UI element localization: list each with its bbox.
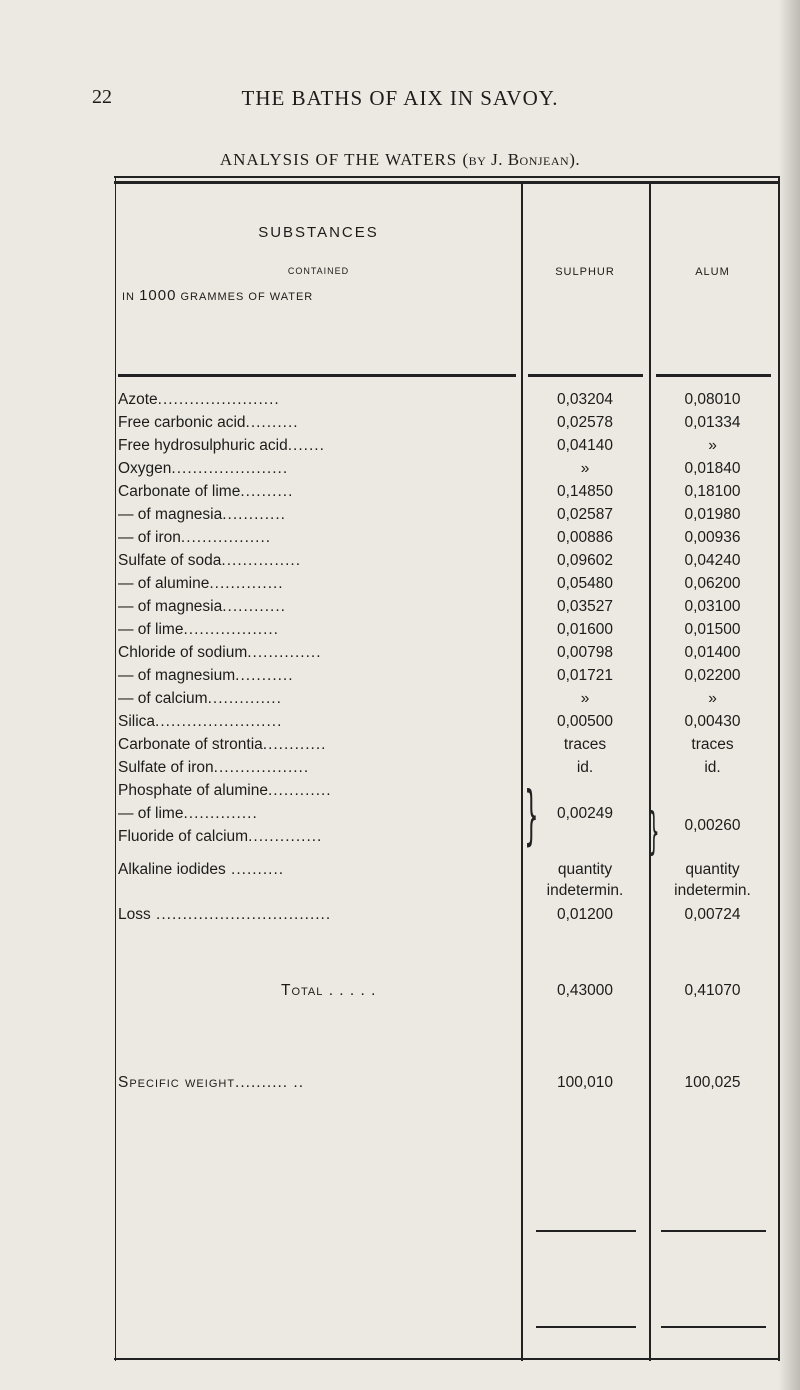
sulphur-value: 0,02587 — [556, 506, 614, 523]
sulphur-value: 0,03527 — [556, 598, 614, 615]
sulphur-quantity-line2: indetermin. — [546, 882, 624, 899]
specific-rule-alum — [661, 1326, 766, 1328]
alum-value: 0,01980 — [684, 506, 741, 523]
sulphur-value: 0,00249 — [556, 805, 614, 822]
sulphur-header: SULPHUR — [555, 266, 615, 278]
sulphur-value: traces — [563, 736, 607, 753]
row-label: Total — [281, 982, 324, 999]
alum-value: 0,01840 — [684, 460, 741, 477]
alum-value: id. — [704, 759, 721, 776]
right-brace-alum: } — [648, 802, 660, 860]
table-row: Chloride of sodium.............. 0,00798 0,01400 — [116, 644, 776, 667]
running-header — [0, 86, 800, 116]
table-title-main: ANALYSIS OF THE WATERS — [219, 150, 458, 169]
row-label: Sulfate of soda — [118, 552, 222, 569]
in-water-prefix: IN — [122, 291, 135, 303]
sulphur-value: 0,01200 — [556, 906, 614, 923]
row-label: — of lime — [118, 805, 184, 822]
table-row: Sulfate of soda............... 0,09602 0,04240 — [116, 552, 776, 575]
alum-specific-weight: 100,025 — [684, 1074, 741, 1091]
analysis-table — [115, 176, 780, 1361]
row-label: Silica — [118, 713, 156, 730]
row-label: — of magnesia — [118, 506, 223, 523]
top-rule-thick — [114, 181, 778, 184]
alum-value: 0,00936 — [684, 529, 741, 546]
row-label: Fluoride of calcium — [118, 828, 249, 845]
alum-header: ALUM — [695, 266, 730, 278]
table-row: — of magnesia............ 0,03527 0,03100 — [116, 598, 776, 621]
row-label: Free hydrosulphuric acid — [118, 437, 288, 454]
row-label: Oxygen — [118, 460, 172, 477]
table-row: Silica........................ 0,00500 0,00430 — [116, 713, 776, 736]
table-row: Free hydrosulphuric acid....... 0,04140 » — [116, 437, 776, 460]
table-row: Carbonate of strontia............ traces traces — [116, 736, 776, 759]
table-row: Sulfate of iron.................. id. id. — [116, 759, 776, 782]
table-row: — of magnesium........... 0,01721 0,02200 — [116, 667, 776, 690]
sulphur-value: 0,01721 — [556, 667, 614, 684]
total-rule-sulphur — [536, 1230, 636, 1232]
sulphur-value: 0,01600 — [556, 621, 614, 638]
alum-value: 0,01500 — [684, 621, 741, 638]
sulphur-value: 0,00798 — [556, 644, 614, 661]
sulphur-quantity-line1: quantity — [557, 861, 613, 878]
page-number: 22 — [92, 86, 112, 108]
header-rule-sulphur — [528, 374, 643, 377]
sulphur-value: » — [580, 690, 590, 707]
sulphur-specific-weight: 100,010 — [556, 1074, 614, 1091]
table-row: — of alumine.............. 0,05480 0,06200 — [116, 575, 776, 598]
alum-value: 0,00260 — [684, 817, 741, 834]
sulphur-value: 0,03204 — [556, 391, 614, 408]
page-edge-shadow — [778, 0, 800, 1390]
row-label: Specific weight — [118, 1074, 236, 1091]
alum-value: 0,00430 — [684, 713, 741, 730]
alum-value: traces — [691, 736, 734, 753]
table-row: — of calcium.............. » » — [116, 690, 776, 713]
row-label: — of lime — [118, 621, 184, 638]
bottom-rule — [114, 1358, 778, 1360]
row-label: — of calcium — [118, 690, 208, 707]
table-row: Free carbonic acid.......... 0,02578 0,01334 — [116, 414, 776, 437]
alum-value: » — [708, 690, 717, 707]
total-rule-alum — [661, 1230, 766, 1232]
alum-value: 0,06200 — [684, 575, 741, 592]
specific-rule-sulphur — [536, 1326, 636, 1328]
table-row-specific-weight: Specific weight.......... .. 100,010 100,025 — [116, 1074, 776, 1097]
table-row-alkaline-iodides: Alkaline iodides .......... quantity indetermin. quantity indetermin. — [116, 861, 776, 907]
table-row: — of magnesia............ 0,02587 0,01980 — [116, 506, 776, 529]
alum-value: 0,18100 — [684, 483, 741, 500]
table-title-author: (by J. Bonjean). — [462, 150, 581, 169]
sulphur-value: 0,09602 — [556, 552, 614, 569]
sulphur-total: 0,43000 — [556, 982, 614, 999]
in-water-number: 1000 — [139, 287, 177, 304]
row-label: — of alumine — [118, 575, 210, 592]
in-water-header — [122, 287, 522, 304]
alum-quantity-line1: quantity — [685, 861, 740, 878]
sulphur-value: 0,02578 — [556, 414, 614, 431]
header-rule-substances — [118, 374, 516, 377]
table-row: — of lime.............. 0,00249 — [116, 805, 776, 828]
alum-value: 0,03100 — [684, 598, 741, 615]
alum-value: 0,01334 — [684, 414, 741, 431]
table-row-loss: Loss ................................. 0,01200 0,00724 — [116, 906, 776, 929]
alum-value: 0,00724 — [684, 906, 741, 923]
table-row: — of iron................. 0,00886 0,00936 — [116, 529, 776, 552]
sulphur-value: » — [580, 460, 590, 477]
substances-header: SUBSTANCES — [258, 224, 379, 241]
sulphur-value: 0,05480 — [556, 575, 614, 592]
row-label: Loss — [118, 906, 151, 923]
row-label: Azote — [118, 391, 158, 408]
sulphur-value: 0,14850 — [556, 483, 614, 500]
table-row: Azote....................... 0,03204 0,08010 — [116, 391, 776, 414]
table-row: Fluoride of calcium.............. 0,00260 — [116, 828, 776, 851]
sulphur-value: 0,00886 — [556, 529, 614, 546]
row-label: — of magnesia — [118, 598, 223, 615]
table-row: — of lime.................. 0,01600 0,01500 — [116, 621, 776, 644]
in-water-suffix: GRAMMES OF WATER — [180, 291, 314, 303]
left-brace-sulphur: } — [524, 779, 539, 853]
table-row: Carbonate of lime.......... 0,14850 0,18100 — [116, 483, 776, 506]
alum-value: 0,02200 — [684, 667, 741, 684]
alum-value: 0,01400 — [684, 644, 741, 661]
table-row: Phosphate of alumine............ — [118, 782, 332, 799]
row-label: Free carbonic acid — [118, 414, 246, 431]
row-label: — of magnesium — [118, 667, 236, 684]
row-label: Sulfate of iron — [118, 759, 214, 776]
top-rule — [114, 176, 778, 178]
alum-total: 0,41070 — [684, 982, 741, 999]
row-label: Phosphate of alumine — [118, 782, 268, 799]
alum-value: 0,08010 — [684, 391, 741, 408]
row-label: Chloride of sodium — [118, 644, 248, 661]
table-title — [0, 150, 800, 170]
contained-header: CONTAINED — [287, 266, 350, 276]
sulphur-value: 0,00500 — [556, 713, 614, 730]
sulphur-value: id. — [576, 759, 594, 776]
table-row-total: Total . . . . . 0,43000 0,41070 — [116, 982, 776, 1005]
table-row: Oxygen...................... » 0,01840 — [116, 460, 776, 483]
row-label: Carbonate of lime — [118, 483, 241, 500]
sulphur-value: 0,04140 — [556, 437, 614, 454]
row-label: — of iron — [118, 529, 181, 546]
header-rule-alum — [656, 374, 771, 377]
row-label: Carbonate of strontia — [118, 736, 263, 753]
alum-value: » — [708, 437, 717, 454]
alum-quantity-line2: indetermin. — [674, 882, 751, 899]
row-label: Alkaline iodides — [118, 861, 226, 878]
alum-value: 0,04240 — [684, 552, 741, 569]
book-title: THE BATHS OF AIX IN SAVOY. — [241, 86, 559, 110]
